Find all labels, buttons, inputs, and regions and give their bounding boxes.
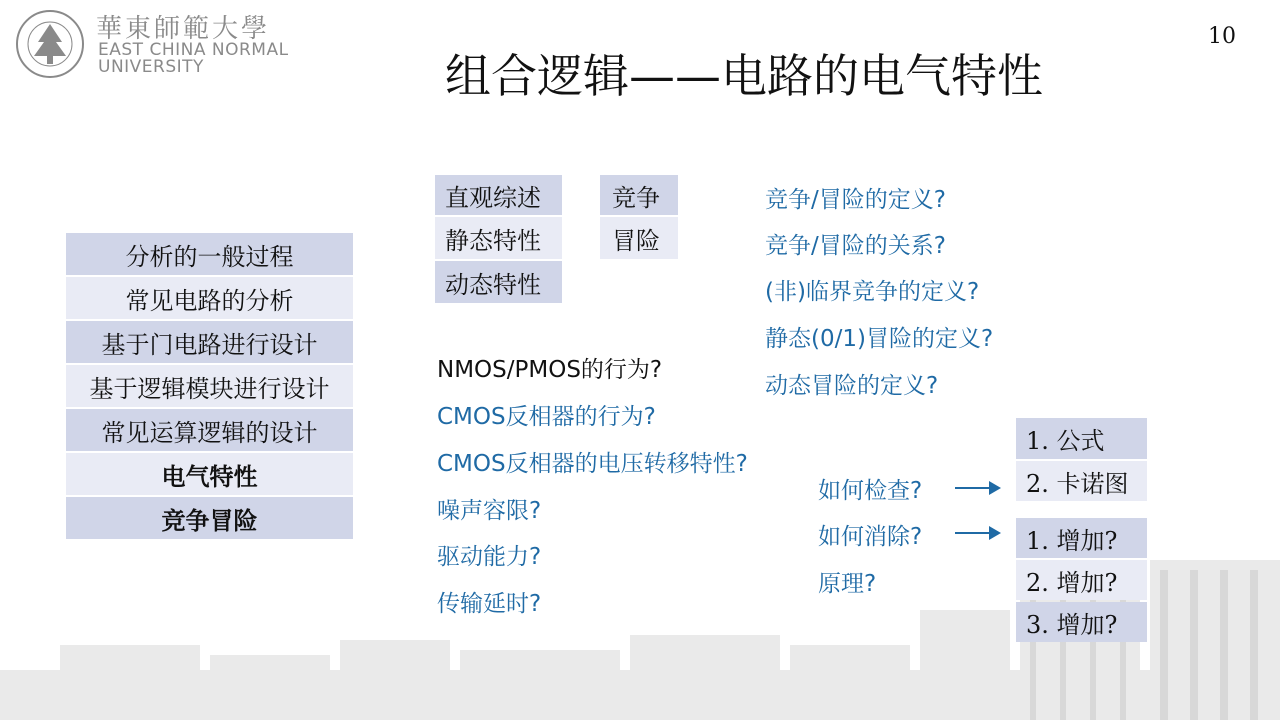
logo-english-name-line2: UNIVERSITY [98,57,204,77]
question-race-hazard-relation: 竞争/冒险的关系? [765,233,946,259]
box-static: 静态特性 [435,217,562,259]
question-propagation-delay: 传输延时? [437,591,542,617]
box-hazard: 冒险 [600,217,678,259]
topic-menu [66,233,353,541]
question-dynamic-hazard: 动态冒险的定义? [765,373,939,399]
logo-chinese-name: 華東師範大學 [96,14,271,44]
menu-item-common-circuits: 常见电路的分析 [66,277,353,319]
menu-item-electrical: 电气特性 [66,453,353,495]
box-check-formula: 1. 公式 [1016,418,1147,459]
question-nmos-pmos: NMOS/PMOS的行为? [437,357,663,383]
menu-item-module-design: 基于逻辑模块进行设计 [66,365,353,407]
box-dynamic: 动态特性 [435,261,562,303]
box-remove-3: 3. 增加? [1016,602,1147,642]
question-race-hazard-definition: 竞争/冒险的定义? [765,187,946,213]
question-drive-capability: 驱动能力? [437,544,542,570]
question-noise-margin: 噪声容限? [437,498,542,524]
question-critical-race: (非)临界竞争的定义? [765,279,980,305]
box-remove-1: 1. 增加? [1016,518,1147,558]
slide-title: 组合逻辑——电路的电气特性 [445,49,1043,103]
box-race: 竞争 [600,175,678,215]
menu-item-general-process: 分析的一般过程 [66,233,353,275]
university-seal-icon [14,8,86,80]
arrow-right-icon [955,532,999,534]
question-principle: 原理? [818,571,877,597]
question-cmos-inverter-behavior: CMOS反相器的行为? [437,404,656,430]
question-how-to-check: 如何检查? [818,478,923,504]
menu-item-arithmetic-design: 常见运算逻辑的设计 [66,409,353,451]
box-overview: 直观综述 [435,175,562,215]
question-voltage-transfer: CMOS反相器的电压转移特性? [437,451,748,477]
question-static-hazard: 静态(0/1)冒险的定义? [765,326,994,352]
box-check-karnaugh: 2. 卡诺图 [1016,461,1147,501]
arrow-right-icon [955,487,999,489]
menu-item-gate-design: 基于门电路进行设计 [66,321,353,363]
box-remove-2: 2. 增加? [1016,560,1147,600]
logo-english-name-line1: EAST CHINA NORMAL [98,40,289,60]
question-how-to-remove: 如何消除? [818,524,923,550]
page-number: 10 [1208,24,1236,49]
menu-item-hazard: 竞争冒险 [66,497,353,539]
